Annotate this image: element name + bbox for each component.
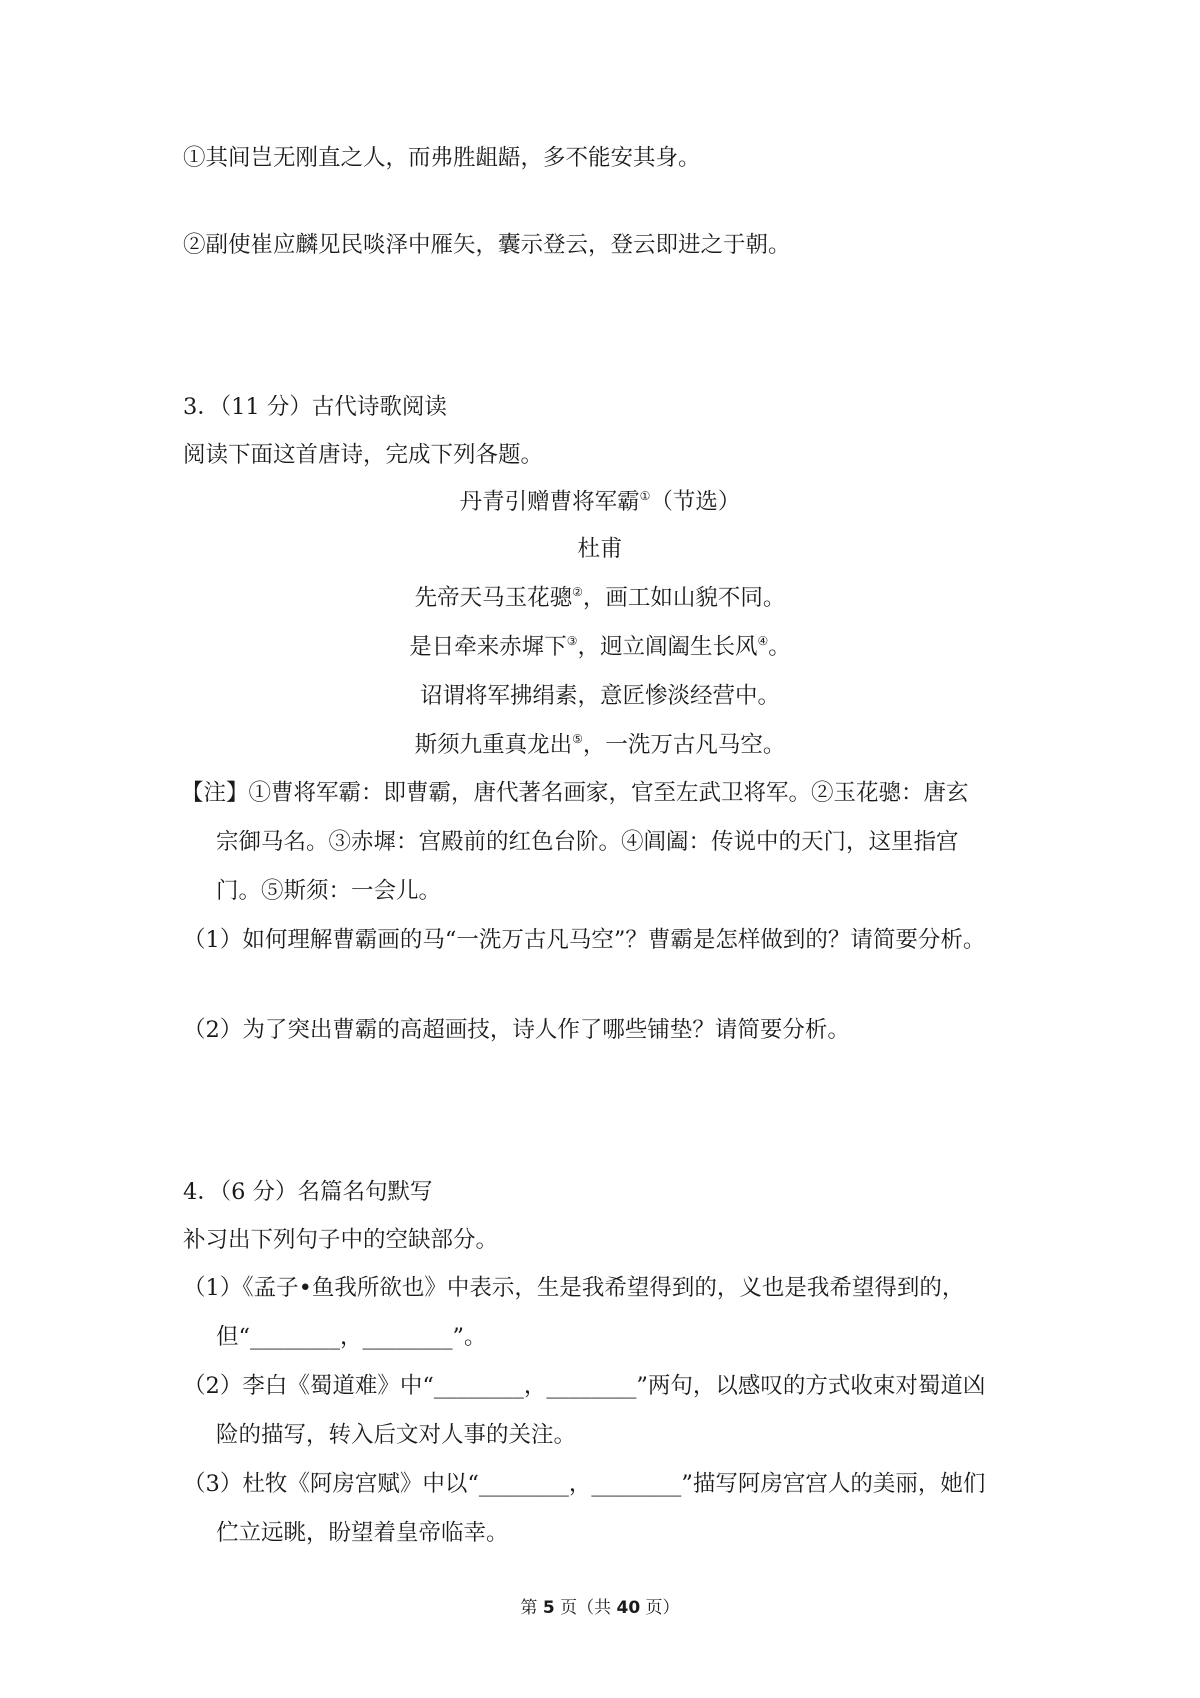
poem-notes-line-2: 宗御马名。③赤墀：宫殿前的红色台阶。④阊阖：传说中的天门，这里指宫	[216, 829, 959, 855]
poem-line-2: 是日牵来赤墀下③，迥立阊阖生长风④。	[409, 634, 791, 660]
question-3-sub-2: （2）为了突出曹霸的高超画技，诗人作了哪些铺垫？请简要分析。	[183, 1017, 850, 1043]
poem-line-3: 诏谓将军拂绢素，意匠惨淡经营中。	[419, 683, 780, 709]
translation-sentence-1: ①其间岂无刚直之人，而弗胜龃龉，多不能安其身。	[183, 145, 701, 171]
page-total: 40	[616, 1598, 641, 1618]
poem-line-1: 先帝天马玉花骢②，画工如山貌不同。	[414, 585, 786, 611]
footnote-marker: ①	[639, 489, 651, 503]
poem-line-4: 斯须九重真龙出⑤，一洗万古凡马空。	[414, 732, 786, 758]
poem-notes-line-1: 【注】①曹将军霸：即曹霸，唐代著名画家，官至左武卫将军。②玉花骢：唐玄	[181, 780, 969, 806]
footnote-marker: ⑤	[572, 732, 583, 746]
question-3-sub-1: （1）如何理解曹霸画的马“一洗万古凡马空”？曹霸是怎样做到的？请简要分析。	[183, 927, 986, 953]
question-4-heading: 4．（6 分）名篇名句默写	[183, 1179, 433, 1205]
translation-sentence-2: ②副使崔应麟见民啖泽中雁矢，囊示登云，登云即进之于朝。	[183, 232, 791, 258]
question-4-sub-2-line-1: （2）李白《蜀道难》中“________，________”两句，以感叹的方式收束对蜀道凶	[183, 1373, 986, 1399]
question-4-instruction: 补习出下列句子中的空缺部分。	[183, 1227, 499, 1253]
page-number: 5	[542, 1598, 555, 1618]
question-4-sub-3-line-1: （3）杜牧《阿房宫赋》中以“________，________”描写阿房宫宫人的美丽，她们	[183, 1471, 986, 1497]
poem-notes-line-3: 门。⑤斯须：一会儿。	[216, 878, 442, 904]
page-footer: 第 5 页（共 40 页）	[520, 1598, 680, 1618]
question-3-heading: 3．（11 分）古代诗歌阅读	[183, 394, 447, 420]
question-4-sub-1-line-2: 但“________，________”。	[216, 1324, 487, 1350]
footnote-marker: ④	[757, 634, 769, 648]
question-3-instruction: 阅读下面这首唐诗，完成下列各题。	[183, 442, 544, 468]
poem-title: 丹青引赠曹将军霸①（节选）	[459, 489, 741, 515]
footnote-marker: ③	[566, 634, 578, 648]
footnote-marker: ②	[572, 585, 583, 599]
poem-author: 杜甫	[577, 536, 623, 562]
question-4-sub-3-line-2: 伫立远眺，盼望着皇帝临幸。	[216, 1520, 509, 1546]
question-4-sub-2-line-2: 险的描写，转入后文对人事的关注。	[216, 1422, 577, 1448]
question-4-sub-1-line-1: （1）《孟子•鱼我所欲也》中表示，生是我希望得到的，义也是我希望得到的，	[183, 1275, 965, 1301]
